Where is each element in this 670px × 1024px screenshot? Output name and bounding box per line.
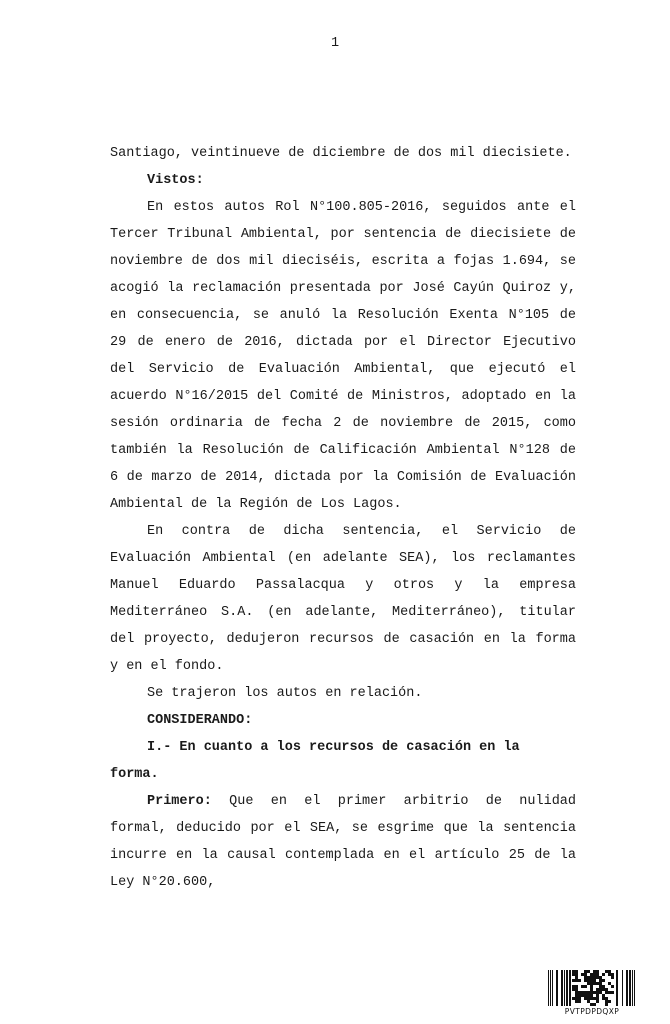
vistos-heading: Vistos: — [147, 173, 204, 188]
paragraph-3: Se trajeron los autos en relación. — [147, 686, 423, 701]
considerando-heading: CONSIDERANDO: — [147, 713, 253, 728]
primero-label: Primero: — [147, 794, 212, 809]
paragraph-2: En contra de dicha sentencia, el Servicio de Evaluación Ambiental (en adelante SEA), los reclamantes Manuel Eduardo Passalacqua y otros y la empresa Mediterráneo S.A. (en adelante, Mediterráneo), titular del proyecto, dedujeron recursos de casación en la forma y en el fondo. — [110, 524, 576, 674]
primero-text: Que en el primer arbitrio de nulidad formal, deducido por el SEA, se esgrime que la sentencia incurre en la causal contemplada en el artículo 25 de la Ley N°20.600, — [110, 794, 576, 890]
paragraph-primero — [110, 788, 576, 896]
barcode-icon — [548, 970, 636, 1006]
section-heading: I.- En cuanto a los recursos de casación en la forma. — [110, 740, 520, 782]
document-body — [110, 140, 576, 896]
barcode-label: PVTPDPDQXP — [564, 1007, 620, 1016]
page-number: 1 — [330, 36, 340, 51]
paragraph-1: En estos autos Rol N°100.805-2016, seguidos ante el Tercer Tribunal Ambiental, por sentencia de diecisiete de noviembre de dos mil dieciséis, escrita a fojas 1.694, se acogió la reclamación presentada por José Cayún Quiroz y, en consecuencia, se anuló la Resolución Exenta N°105 de 29 de enero de 2016, dictada por el Director Ejecutivo del Servicio de Evaluación Ambiental, que ejecutó el acuerdo N°16/2015 del Comité de Ministros, adoptado en la sesión ordinaria de fecha 2 de noviembre de 2015, como también la Resolución de Calificación Ambiental N°128 de 6 de marzo de 2014, dictada por la Comisión de Evaluación Ambiental de la Región de Los Lagos. — [110, 200, 576, 512]
date-line: Santiago, veintinueve de diciembre de dos mil diecisiete. — [110, 146, 572, 161]
